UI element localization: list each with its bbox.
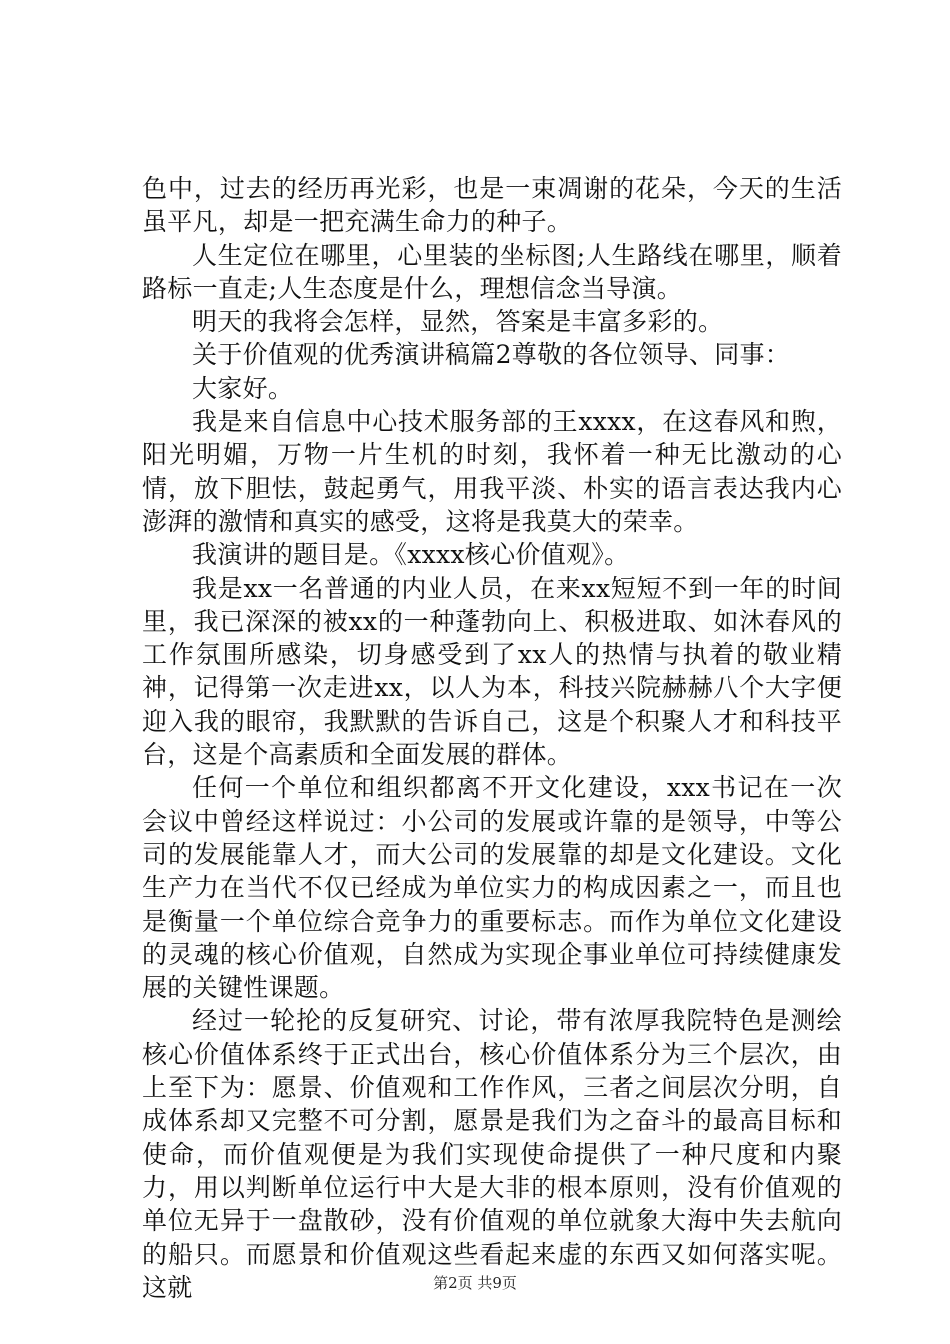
paragraph: 我演讲的题目是。《xxxx核心价值观》。 bbox=[192, 540, 630, 570]
document-body bbox=[142, 172, 842, 1304]
paragraph: 我是xx一名普通的内业人员，在来xx短短不到一年的时间里，我已深深的被xx的一种蓬勃向上、积极进取、如沐春风的工作氛围所感染，切身感受到了xx人的热情与执着的敬业精神，记得第一次走进xx，以人为本，科技兴院赫赫八个大字便迎入我的眼帘，我默默的告诉自己，这是个积聚人才和科技平台，这是个高素质和全面发展的群体。 bbox=[142, 573, 842, 770]
paragraph: 经过一轮抡的反复研究、讨论，带有浓厚我院特色是测绘核心价值体系终于正式出台，核心价值体系分为三个层次，由上至下为：愿景、价值观和工作作风，三者之间层次分明，自成体系却又完整不可分割，愿景是我们为之奋斗的最高目标和使命，而价值观便是为我们实现使命提供了一种尺度和内聚力，用以判断单位运行中大是大非的根本原则，没有价值观的单位无异于一盘散砂，没有价值观的单位就象大海中失去航向的船只。而愿景和价值观这些看起来虚的东西又如何落实呢。这就 bbox=[142, 1006, 842, 1302]
paragraph: 我是来自信息中心技术服务部的王xxxx，在这春风和煦，阳光明媚，万物一片生机的时刻，我怀着一种无比激动的心情，放下胆怯，鼓起勇气，用我平淡、朴实的语言表达我内心澎湃的激情和真实的感受，这将是我莫大的荣幸。 bbox=[142, 407, 842, 536]
page-number-footer: 第2页 共9页 bbox=[433, 1274, 517, 1292]
paragraph: 人生定位在哪里，心里装的坐标图;人生路线在哪里，顺着路标一直走;人生态度是什么，理想信念当导演。 bbox=[142, 240, 842, 303]
section-heading: 关于价值观的优秀演讲稿篇2尊敬的各位领导、同事： bbox=[192, 340, 791, 370]
paragraph-continuation: 色中，过去的经历再光彩，也是一束凋谢的花朵，今天的生活虽平凡，却是一把充满生命力的种子。 bbox=[142, 174, 842, 237]
paragraph: 明天的我将会怎样，显然，答案是丰富多彩的。 bbox=[192, 307, 724, 337]
greeting: 大家好。 bbox=[192, 373, 294, 403]
paragraph: 任何一个单位和组织都离不开文化建设，xxx书记在一次会议中曾经这样说过：小公司的发展或许靠的是领导，中等公司的发展能靠人才，而大公司的发展靠的却是文化建设。文化生产力在当代不仅已经成为单位实力的构成因素之一，而且也是衡量一个单位综合竞争力的重要标志。而作为单位文化建设的灵魂的核心价值观，自然成为实现企事业单位可持续健康发展的关键性课题。 bbox=[142, 773, 842, 1003]
